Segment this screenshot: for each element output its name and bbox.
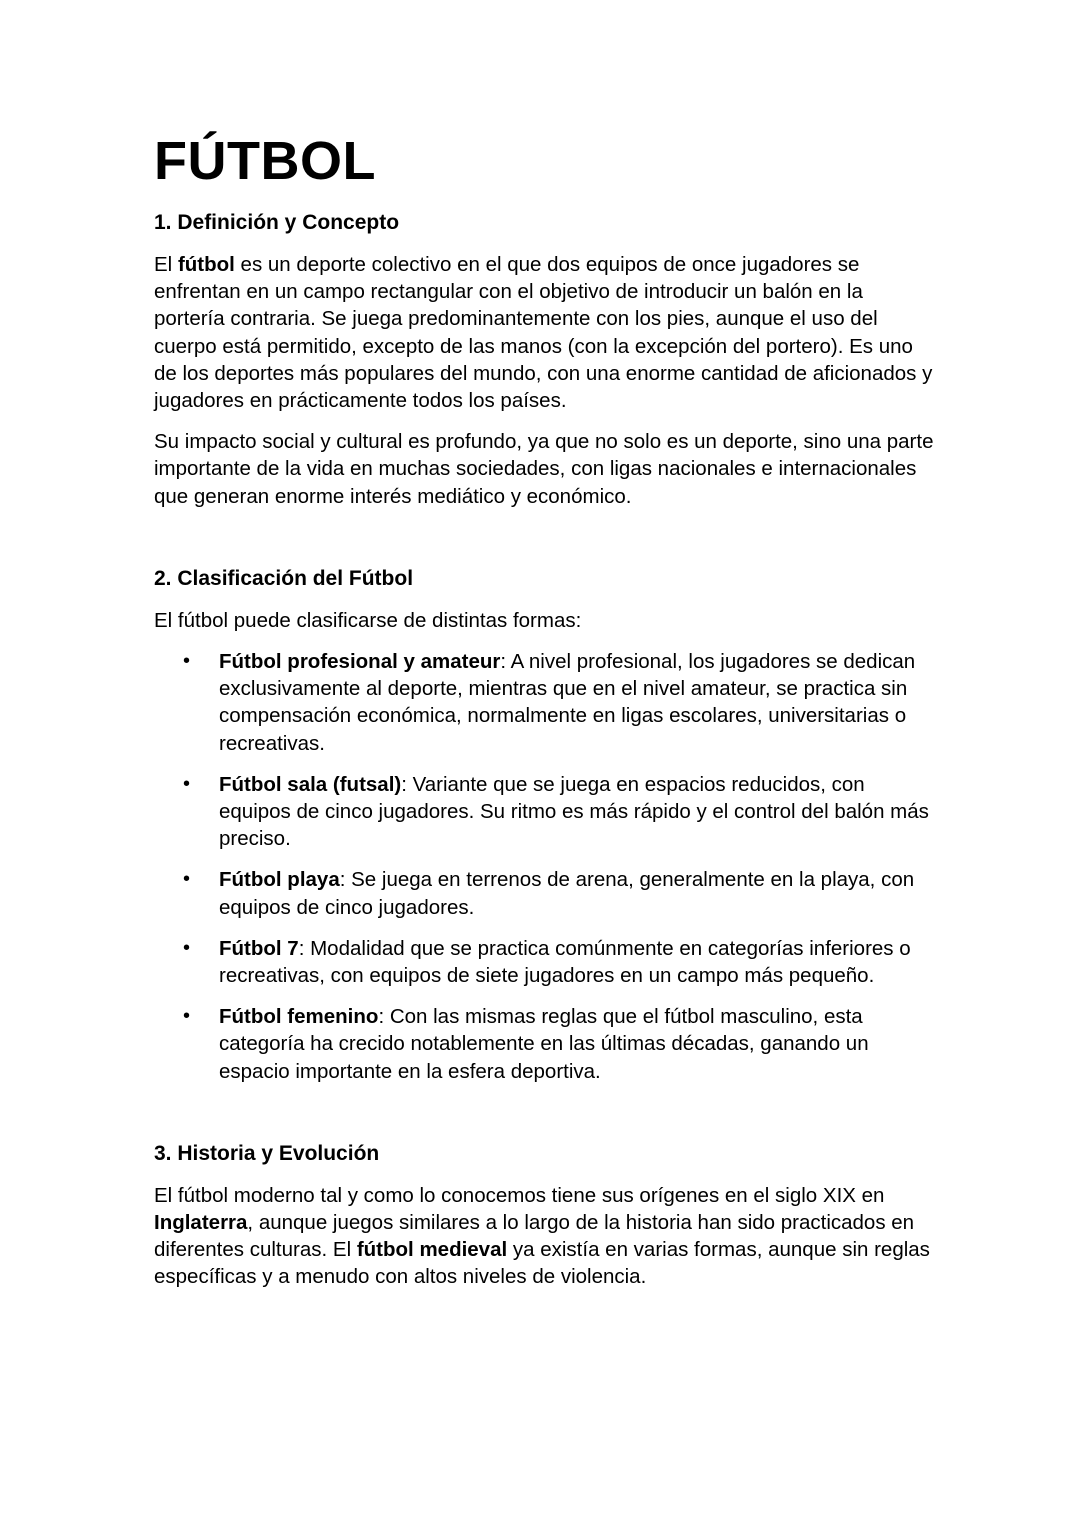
document-page	[154, 130, 934, 1291]
paragraph-text: es un deporte colectivo en el que dos equipos de once jugadores se enfrentan en un campo rectangular con el objetivo de introducir un balón en la portería contraria. Se juega predominantemente con los pies, aunque el uso del cuerpo está permitido, excepto de las manos (con la excepción del portero). Es uno de los deportes más populares del mundo, con una enorme cantidad de aficionados y jugadores en prácticamente todos los países.	[154, 253, 933, 413]
paragraph-text: El fútbol moderno tal y como lo conocemos tiene sus orígenes en el siglo XIX en	[154, 1183, 885, 1207]
classification-list	[154, 648, 934, 1085]
list-item-text: : Con las mismas reglas que el fútbol masculino, esta categoría ha crecido notablemente en las últimas décadas, ganando un espacio importante en la esfera deportiva.	[219, 1005, 869, 1083]
paragraph-clasificacion-intro: El fútbol puede clasificarse de distintas formas:	[154, 608, 582, 632]
page-title: FÚTBOL	[154, 131, 376, 191]
bullet-icon: •	[183, 868, 191, 891]
bullet-icon: •	[183, 650, 191, 673]
paragraph-definicion-2: Su impacto social y cultural es profundo, ya que no solo es un deporte, sino una parte importante de la vida en muchas sociedades, con ligas nacionales e internacionales que generan enorme interés mediático y económico.	[154, 430, 934, 508]
list-item-term: Fútbol 7	[219, 936, 299, 960]
paragraph-historia	[154, 1182, 934, 1291]
bullet-icon: •	[183, 936, 191, 959]
bullet-icon: •	[183, 1005, 191, 1028]
paragraph-definicion-1	[154, 251, 934, 414]
bullet-icon: •	[183, 772, 191, 795]
bold-term-futbol: fútbol	[177, 253, 235, 276]
paragraph-text: El	[154, 253, 178, 276]
section-heading-clasificacion: 2. Clasificación del Fútbol	[154, 566, 414, 590]
list-item-term: Fútbol playa	[219, 868, 340, 892]
list-item-term: Fútbol profesional y amateur	[219, 650, 501, 674]
section-heading-definicion: 1. Definición y Concepto	[154, 211, 400, 234]
bold-term-futbol-medieval: fútbol medieval	[356, 1238, 508, 1262]
bold-term-inglaterra: Inglaterra	[154, 1211, 248, 1235]
list-item-term: Fútbol sala (futsal)	[219, 772, 402, 796]
paragraph-text: , aunque juegos similares a lo largo de la historia han sido practicados en diferentes culturas. El	[154, 1211, 915, 1262]
section-heading-historia: 3. Historia y Evolución	[154, 1141, 380, 1165]
list-item-text: : Se juega en terrenos de arena, generalmente en la playa, con equipos de cinco jugadores.	[219, 868, 915, 919]
list-item	[154, 1003, 934, 1085]
paragraph-text: ya existía en varias formas, aunque sin reglas específicas y a menudo con altos niveles de violencia.	[154, 1238, 930, 1289]
list-item-text: : Variante que se juega en espacios reducidos, con equipos de cinco jugadores. Su ritmo es más rápido y el control del balón más preciso.	[219, 772, 929, 851]
list-item	[154, 866, 934, 920]
list-item	[154, 771, 934, 853]
list-item-term: Fútbol femenino	[219, 1005, 379, 1029]
list-item	[154, 935, 934, 989]
list-item-text: : A nivel profesional, los jugadores se dedican exclusivamente al deporte, mientras que en el nivel amateur, se practica sin compensación económica, normalmente en ligas escolares, universitarias o recreativas.	[219, 650, 916, 755]
list-item	[154, 648, 934, 757]
list-item-text: : Modalidad que se practica comúnmente en categorías inferiores o recreativas, con equipos de siete jugadores en un campo más pequeño.	[219, 936, 911, 988]
